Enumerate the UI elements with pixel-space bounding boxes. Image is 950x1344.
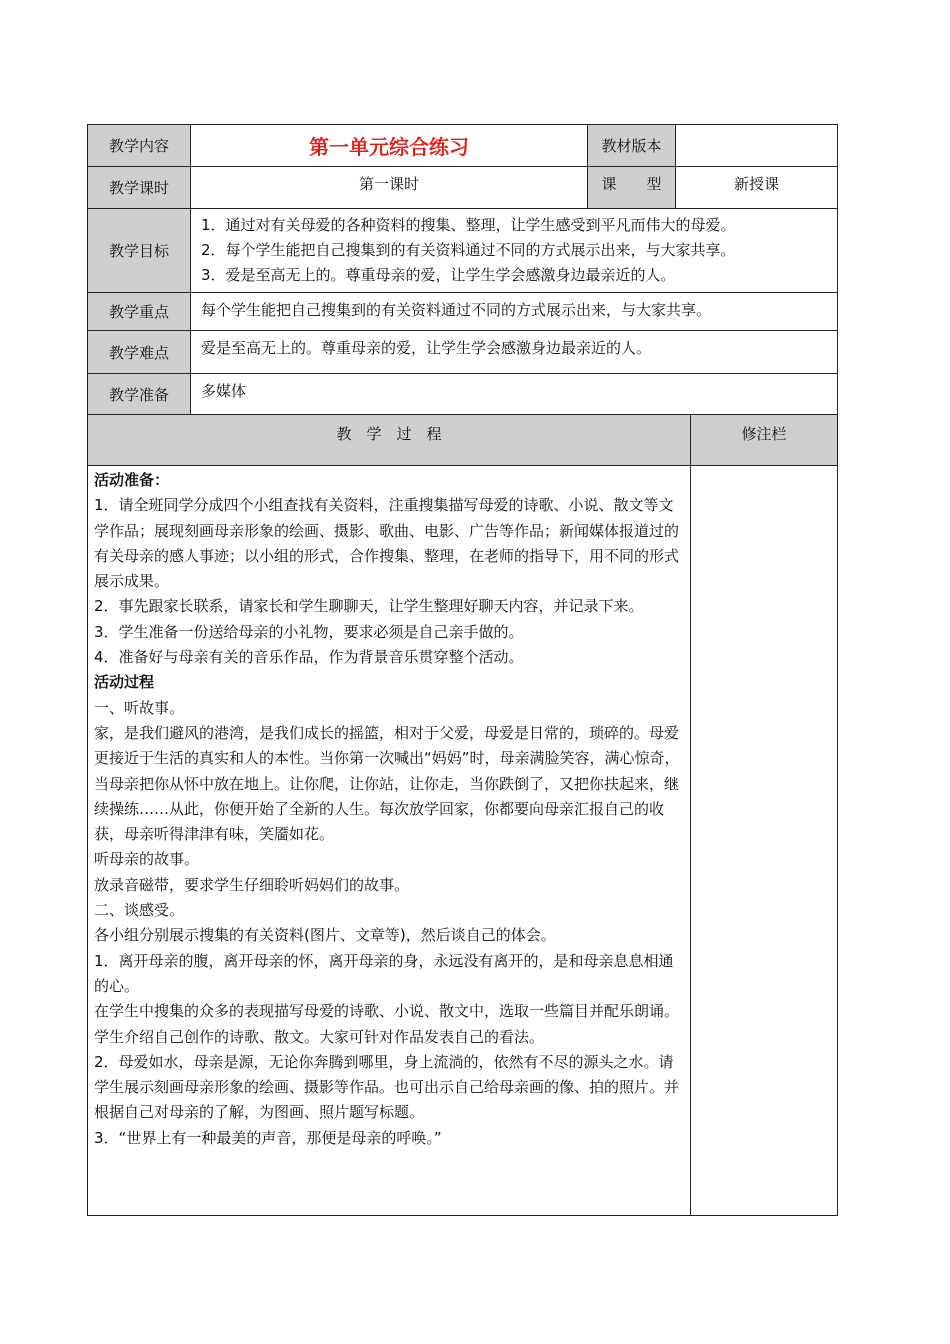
notes-header: 修注栏 [691, 415, 838, 466]
lesson-plan-sheet [87, 124, 837, 1216]
process-paragraph: 各小组分别展示搜集的有关资料(图片、文章等)，然后谈自己的体会。 [94, 926, 556, 945]
process-paragraph: 3．“世界上有一种最美的声音，那便是母亲的呼唤。” [94, 1128, 442, 1147]
row-goals [88, 209, 838, 293]
process-paragraph: 4．准备好与母亲有关的音乐作品，作为背景音乐贯穿整个活动。 [94, 648, 524, 667]
goal-list [191, 209, 838, 293]
focus-label: 教学重点 [88, 293, 191, 331]
content-label: 教学内容 [88, 125, 191, 167]
process-paragraph: 2．母爱如水，母亲是源，无论你奔腾到哪里，身上流淌的，依然有不尽的源头之水。请学生展示刻画母亲形象的绘画、摄影等作品。也可出示自己给母亲画的像、拍的照片。并根据自己对母亲的了解，为图画、照片题写标题。 [94, 1052, 680, 1122]
goal-item: 3．爱是至高无上的。尊重母亲的爱，让学生学会感激身边最亲近的人。 [201, 266, 676, 284]
process-body [88, 466, 691, 1216]
goal-label: 教学目标 [88, 209, 191, 293]
row-content [88, 125, 838, 167]
type-label: 课 型 [588, 167, 676, 209]
edition-label: 教材版本 [588, 125, 676, 167]
goal-item: 2．每个学生能把自己搜集到的有关资料通过不同的方式展示出来，与大家共享。 [201, 241, 736, 259]
edition-value [676, 125, 838, 167]
goal-item: 1．通过对有关母爱的各种资料的搜集、整理，让学生感受到平凡而伟大的母爱。 [201, 216, 736, 234]
focus-value: 每个学生能把自己搜集到的有关资料通过不同的方式展示出来，与大家共享。 [191, 293, 838, 331]
notes-column [691, 466, 838, 1216]
lesson-plan-table [87, 124, 838, 415]
process-paragraph: 在学生中搜集的众多的表现描写母爱的诗歌、小说、散文中，选取一些篇目并配乐朗诵。学生介绍自己创作的诗歌、散文。大家可针对作品发表自己的看法。 [94, 1002, 680, 1046]
section-heading: 活动准备： [94, 471, 170, 489]
process-paragraph: 二、谈感受。 [94, 901, 185, 920]
prep-label: 教学准备 [88, 374, 191, 415]
type-value: 新授课 [676, 167, 838, 209]
row-focus [88, 293, 838, 331]
section-heading: 活动过程 [94, 673, 155, 692]
period-value: 第一课时 [191, 167, 588, 209]
process-body-row [88, 466, 838, 1216]
process-table [87, 414, 838, 1216]
process-paragraph: 2．事先跟家长联系，请家长和学生聊聊天，让学生整理好聊天内容，并记录下来。 [94, 597, 644, 616]
row-difficulty [88, 331, 838, 374]
process-paragraph: 1．离开母亲的腹，离开母亲的怀，离开母亲的身，永远没有离开的，是和母亲息息相通的心。 [94, 951, 674, 995]
process-paragraph: 放录音磁带，要求学生仔细聆听妈妈们的故事。 [94, 875, 410, 894]
lesson-title: 第一单元综合练习 [191, 125, 588, 167]
process-header: 教 学 过 程 [88, 415, 691, 466]
process-paragraph: 家，是我们避风的港湾，是我们成长的摇篮，相对于父爱，母爱是日常的，琐碎的。母爱更接近于生活的真实和人的本性。当你第一次喊出“妈妈”时，母亲满脸笑容，满心惊奇，当母亲把你从怀中放在地上。让你爬，让你站，让你走，当你跌倒了，又把你扶起来，继续操练……从此，你便开始了全新的人生。每次放学回家，你都要向母亲汇报自己的收获，母亲听得津津有味，笑靥如花。 [94, 723, 680, 844]
process-header-row [88, 415, 838, 466]
difficulty-label: 教学难点 [88, 331, 191, 374]
row-period [88, 167, 838, 209]
process-paragraph: 1．请全班同学分成四个小组查找有关资料，注重搜集描写母爱的诗歌、小说、散文等文学作品；展现刻画母亲形象的绘画、摄影、歌曲、电影、广告等作品；新闻媒体报道过的有关母亲的感人事迹；以小组的形式，合作搜集、整理，在老师的指导下，用不同的形式展示成果。 [94, 496, 680, 591]
row-prep [88, 374, 838, 415]
prep-value: 多媒体 [191, 374, 838, 415]
period-label: 教学课时 [88, 167, 191, 209]
process-paragraph: 听母亲的故事。 [94, 850, 200, 869]
difficulty-value: 爱是至高无上的。尊重母亲的爱，让学生学会感激身边最亲近的人。 [191, 331, 838, 374]
process-paragraph: 一、听故事。 [94, 698, 185, 717]
process-paragraph: 3．学生准备一份送给母亲的小礼物，要求必须是自己亲手做的。 [94, 622, 524, 641]
